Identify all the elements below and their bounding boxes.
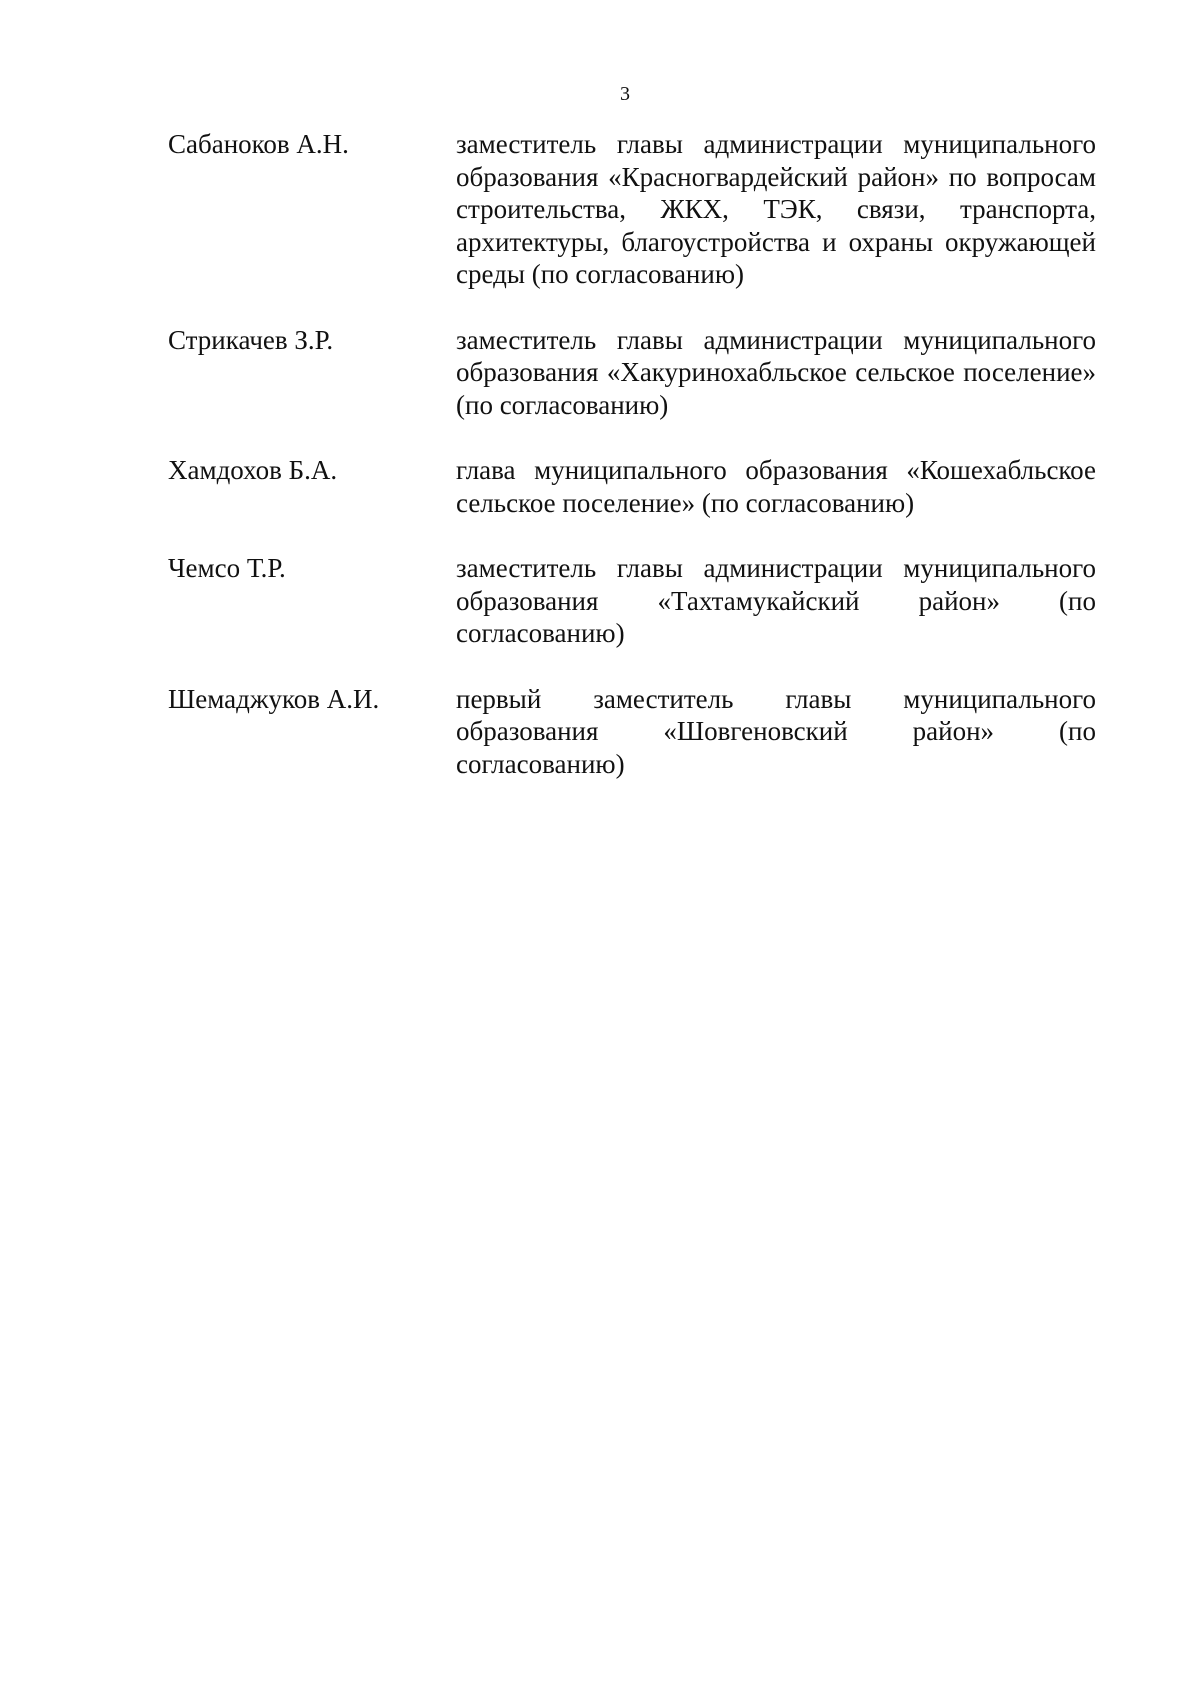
- member-name: Чемсо Т.Р.: [168, 553, 286, 583]
- member-position: первый заместитель главы муниципального образования «Шовгеновский район» (по согласованию): [456, 683, 1096, 779]
- member-entry: [168, 128, 1096, 291]
- member-name: Хамдохов Б.А.: [168, 455, 338, 485]
- member-name: Стрикачев З.Р.: [168, 324, 334, 355]
- member-name: Шемаджуков А.И.: [168, 683, 380, 714]
- member-entry: [168, 683, 1096, 781]
- member-position: заместитель главы администрации муниципального образования «Хакуринохабльское сельское поселение» (по согласованию): [456, 324, 1096, 420]
- member-position: глава муниципального образования «Кошехабльское сельское поселение» (по согласованию): [456, 455, 1096, 518]
- member-name: Сабаноков А.Н.: [168, 129, 349, 159]
- member-list: [168, 128, 1096, 813]
- member-position: заместитель главы администрации муниципального образования «Тахтамукайский район» (по согласованию): [456, 553, 1096, 648]
- member-position: заместитель главы администрации муниципального образования «Красногвардейский район» по вопросам строительства, ЖКХ, ТЭК, связи, транспорта, архитектуры, благоустройства и охраны окружающей среды (по согласованию): [456, 129, 1096, 289]
- member-entry: [168, 324, 1096, 422]
- page-number: 3: [620, 83, 630, 105]
- member-entry: [168, 454, 1096, 519]
- member-entry: [168, 552, 1096, 650]
